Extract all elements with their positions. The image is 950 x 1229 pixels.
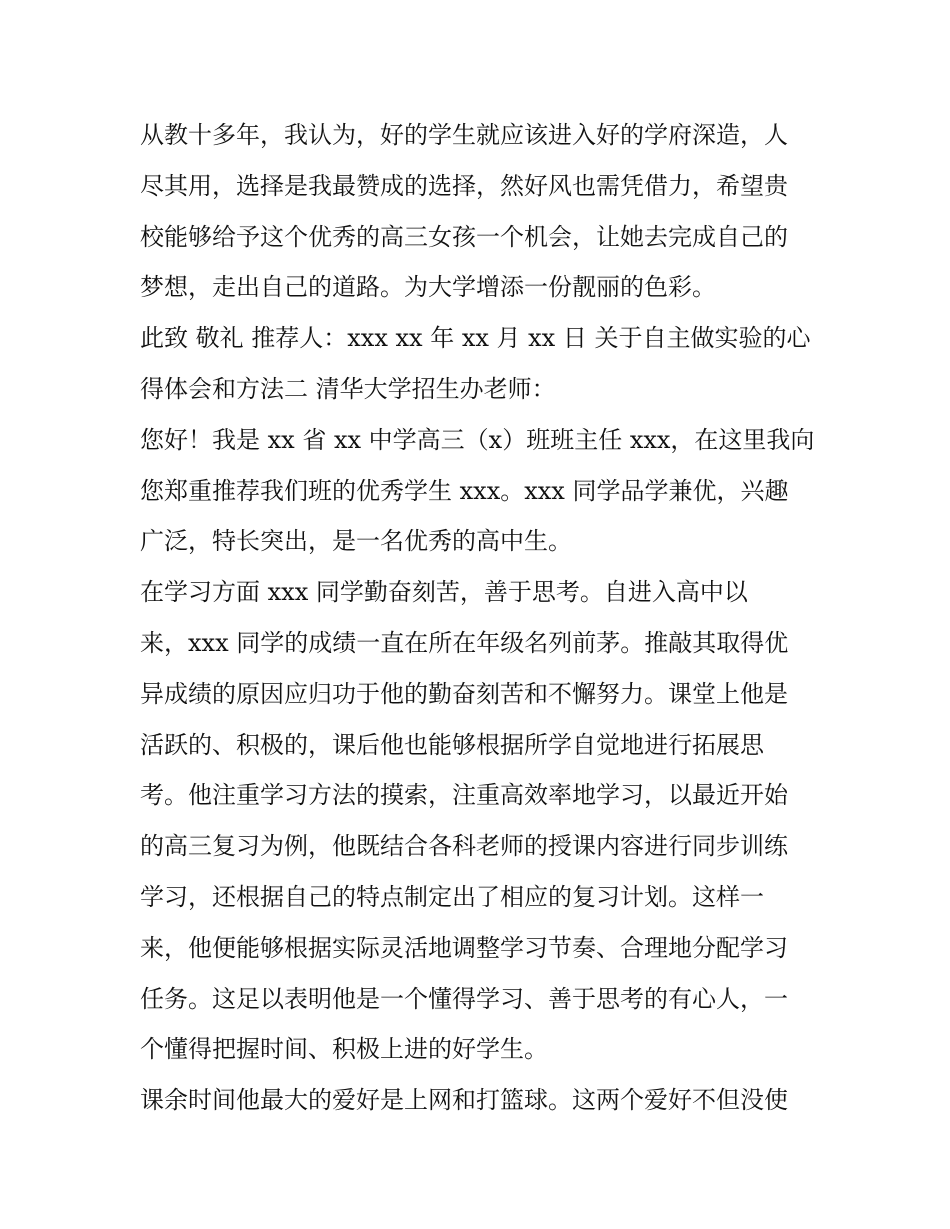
text-line: 的高三复习为例，他既结合各科老师的授课内容进行同步训练 — [140, 832, 788, 861]
text-line: 广泛，特长突出，是一名优秀的高中生。 — [140, 527, 572, 556]
text-line: 尽其用，选择是我最赞成的选择，然好风也需凭借力，希望贵 — [140, 171, 788, 200]
text-line: 个懂得把握时间、积极上进的好学生。 — [140, 1035, 548, 1064]
paragraph-hobbies — [140, 1075, 820, 1126]
text-line: 学习，还根据自己的特点制定出了相应的复习计划。这样一 — [140, 882, 764, 911]
text-line: 考。他注重学习方法的摸索，注重高效率地学习，以最近开始 — [140, 781, 788, 810]
text-line: 此致 敬礼 推荐人：xxx xx 年 xx 月 xx 日 关于自主做实验的心 — [140, 324, 811, 353]
text-line: 来，他便能够根据实际灵活地调整学习节奏、合理地分配学习 — [140, 933, 788, 962]
text-line: 课余时间他最大的爱好是上网和打篮球。这两个爱好不但没使 — [140, 1086, 788, 1115]
text-line: 您郑重推荐我们班的优秀学生 xxx。xxx 同学品学兼优，兴趣 — [140, 476, 789, 505]
text-line: 异成绩的原因应归功于他的勤奋刻苦和不懈努力。课堂上他是 — [140, 679, 788, 708]
text-line: 任务。这足以表明他是一个懂得学习、善于思考的有心人，一 — [140, 984, 788, 1013]
text-line: 您好！我是 xx 省 xx 中学高三（x）班班主任 xxx，在这里我向 — [140, 425, 815, 454]
text-line: 在学习方面 xxx 同学勤奋刻苦，善于思考。自进入高中以 — [140, 578, 748, 607]
paragraph-signature-and-heading — [140, 313, 820, 415]
paragraph-study — [140, 567, 820, 1075]
text-line: 来，xxx 同学的成绩一直在所在年级名列前茅。推敲其取得优 — [140, 628, 789, 657]
text-line: 得体会和方法二 清华大学招生办老师： — [140, 374, 556, 403]
text-line: 梦想，走出自己的道路。为大学增添一份靓丽的色彩。 — [140, 273, 716, 302]
text-line: 从教十多年，我认为，好的学生就应该进入好的学府深造，人 — [140, 121, 788, 149]
paragraph-recommendation-closing — [140, 110, 820, 313]
paragraph-greeting — [140, 415, 820, 567]
text-line: 活跃的、积极的，课后他也能够根据所学自觉地进行拓展思 — [140, 730, 764, 759]
document-body — [140, 110, 820, 1126]
text-line: 校能够给予这个优秀的高三女孩一个机会，让她去完成自己的 — [140, 222, 788, 251]
